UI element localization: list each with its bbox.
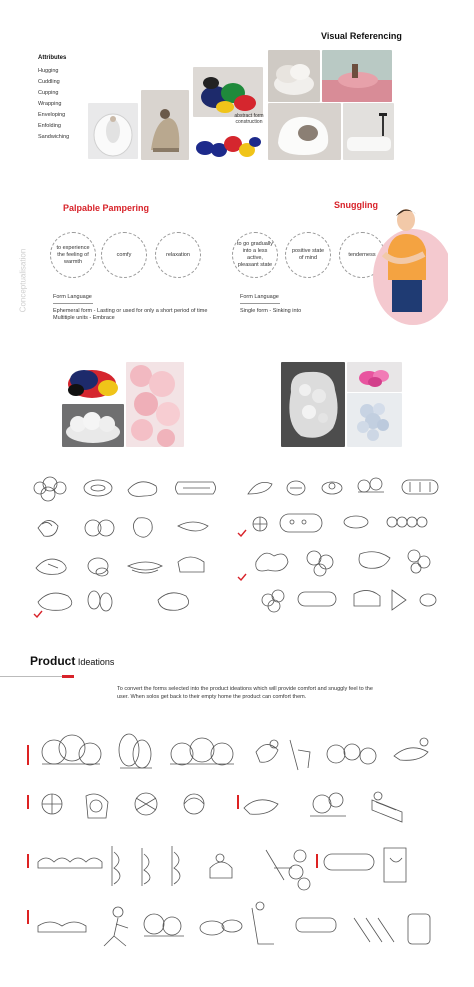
moodboard-grey-cloud-sofa	[62, 404, 124, 447]
row-marker	[27, 745, 29, 765]
abstract-form-annotation: abstract form construction	[234, 113, 264, 125]
form-language-line: Multitiple units - Embrace	[53, 315, 115, 321]
check-mark-icon	[237, 524, 247, 542]
form-language-divider	[53, 303, 93, 304]
attribute-item: Wrapping	[38, 101, 62, 107]
check-mark-icon	[237, 568, 247, 586]
reference-photo-person-chair	[141, 90, 189, 160]
snuggling-title: Snuggling	[334, 200, 378, 210]
product-ideations-title	[30, 654, 114, 668]
moodboard-white-relief	[281, 362, 345, 447]
attribute-item: Cuddling	[38, 79, 60, 85]
attribute-item: Cupping	[38, 90, 59, 96]
moodboard-blue-bubbles	[347, 393, 402, 447]
reference-photo-colorful-blobs	[193, 67, 263, 117]
row-marker	[27, 795, 29, 809]
attribute-item: Sandwiching	[38, 134, 70, 140]
form-sketch-grid-right	[244, 470, 444, 620]
sketch-cluster	[34, 477, 66, 501]
form-language-label: Form Language	[53, 294, 92, 300]
title-rest: Ideations	[75, 657, 115, 667]
concept-bubble: to experience the feeling of warmth	[50, 232, 96, 278]
conceptualisation-side-label: Conceptualisation	[18, 248, 28, 313]
attribute-item: Hugging	[38, 68, 59, 74]
attributes-list	[38, 68, 88, 145]
section-title-visual-referencing: Visual Referencing	[321, 31, 402, 41]
reference-photo-pod-sculpture	[268, 103, 341, 160]
row-marker	[27, 854, 29, 868]
title-accent-bar	[62, 675, 74, 678]
title-underline	[0, 676, 62, 677]
concept-bubble: relaxation	[155, 232, 201, 278]
attributes-heading: Attributes	[38, 55, 67, 61]
title-bold: Product	[30, 654, 76, 668]
reference-photo-sofa-room	[343, 103, 394, 160]
product-sketch-row-2	[34, 782, 454, 832]
concept-bubble: tenderness	[339, 232, 385, 278]
product-sketch-row-1	[34, 730, 454, 780]
concept-bubble: comfy	[101, 232, 147, 278]
reference-photo-worm-form	[193, 130, 263, 160]
check-mark-icon	[33, 605, 43, 623]
concept-bubble: positive state of mind	[285, 232, 331, 278]
form-language-divider	[240, 303, 280, 304]
attribute-item: Enfolding	[38, 123, 61, 129]
attribute-item: Enveloping	[38, 112, 66, 118]
form-sketch-grid-left	[28, 470, 228, 620]
palpable-pampering-title: Palpable Pampering	[63, 203, 150, 213]
moodboard-colorful-sofa	[62, 362, 124, 404]
moodboard-pink-bubbles	[126, 362, 184, 447]
form-language-line: Single form - Sinking into	[240, 308, 302, 314]
row-marker	[27, 910, 29, 924]
product-sketch-row-3	[34, 838, 454, 893]
moodboard-pink-sculpture	[347, 362, 402, 392]
form-language-label: Form Language	[240, 294, 279, 300]
reference-photo-white-pillow	[88, 103, 138, 159]
reference-photo-pink-room	[322, 50, 392, 102]
product-sketch-row-4	[34, 896, 454, 956]
reference-photo-cushion-stack	[268, 50, 320, 102]
hugging-person-illustration	[368, 202, 448, 327]
product-ideations-description: To convert the forms selected into the product ideations which will provide comfort and snuggly feel to the user. When solos get back to their empty home the product can comfort them.	[117, 686, 373, 700]
form-language-line: Ephemeral form - Lasting or used for only a short period of time	[53, 308, 208, 314]
concept-bubble: to go gradually into a less active, pleasant state	[232, 232, 278, 278]
